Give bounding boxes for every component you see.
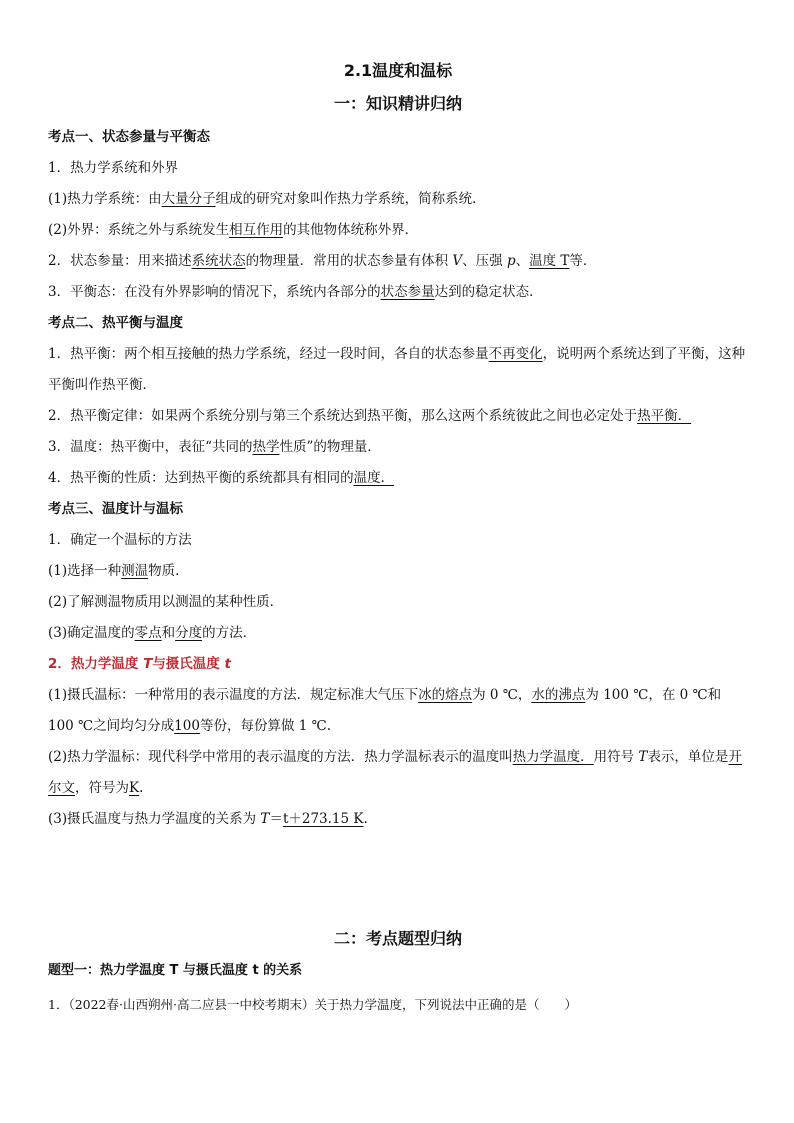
kaodian-1-heading: 考点一、状态参量与平衡态 [48, 129, 210, 145]
kd1-line-1: 1．热力学系统和外界 [48, 160, 179, 176]
kd3-line-7: (3)摄氏温度与热力学温度的关系为 T＝t＋273.15 K. [48, 811, 368, 827]
spacer [48, 835, 748, 927]
kd2-line-1: 1．热平衡：两个相互接触的热力学系统，经过一段时间，各自的状态参量不再变化，说明两个系统达到了平衡，这种平衡叫作热平衡． [48, 346, 746, 393]
question-1: 1．（2022春·山西朔州·高二应县一中校考期末）关于热力学温度，下列说法中正确的是（ ） [48, 997, 577, 1012]
section-title-question-types: 二：考点题型归纳 [333, 929, 462, 948]
kd1-line-4: 2．状态参量：用来描述系统状态的物理量．常用的状态参量有体积 V、压强 p、温度 T等． [48, 253, 597, 269]
page-title: 2.1温度和温标 [343, 61, 453, 80]
kd3-line-3: (2)了解测温物质用以测温的某种性质． [48, 594, 284, 610]
section-title-knowledge: 一：知识精讲归纳 [333, 94, 462, 113]
document-page [48, 58, 748, 1019]
kd1-line-3: (2)外界：系统之外与系统发生相互作用的其他物体统称外界． [48, 222, 419, 238]
kd3-subheading-temperature: 2．热力学温度 T与摄氏温度 t [48, 656, 231, 672]
kd3-line-6: (2)热力学温标：现代科学中常用的表示温度的方法．热力学温标表示的温度叫热力学温度．用符号 T表示，单位是开尔文，符号为K. [48, 749, 742, 796]
kd3-line-2: (1)选择一种测温物质． [48, 563, 189, 579]
kd2-line-2: 2．热平衡定律：如果两个系统分别与第三个系统达到热平衡，那么这两个系统彼此之间也必定处于热平衡． [48, 408, 692, 424]
kaodian-2-heading: 考点二、热平衡与温度 [48, 315, 183, 331]
kd1-line-2: (1)热力学系统：由大量分子组成的研究对象叫作热力学系统，简称系统． [48, 191, 486, 207]
kd1-line-5: 3．平衡态：在没有外界影响的情况下，系统内各部分的状态参量达到的稳定状态． [48, 284, 543, 300]
kaodian-3-heading: 考点三、温度计与温标 [48, 501, 183, 517]
tixing-1-heading: 题型一：热力学温度 T 与摄氏温度 t 的关系 [48, 963, 303, 978]
kd3-line-1: 1．确定一个温标的方法 [48, 532, 192, 548]
kd2-line-3: 3．温度：热平衡中，表征“共同的热学性质”的物理量． [48, 439, 381, 455]
kd3-line-5: (1)摄氏温标：一种常用的表示温度的方法．规定标准大气压下冰的熔点为 0 ℃，水的沸点为 100 ℃，在 0 ℃和 100 ℃之间均匀分成100等份，每份算做 1 ℃. [48, 687, 722, 734]
kd2-line-4: 4．热平衡的性质：达到热平衡的系统都具有相同的温度． [48, 470, 395, 486]
kd3-line-4: (3)确定温度的零点和分度的方法． [48, 625, 257, 641]
